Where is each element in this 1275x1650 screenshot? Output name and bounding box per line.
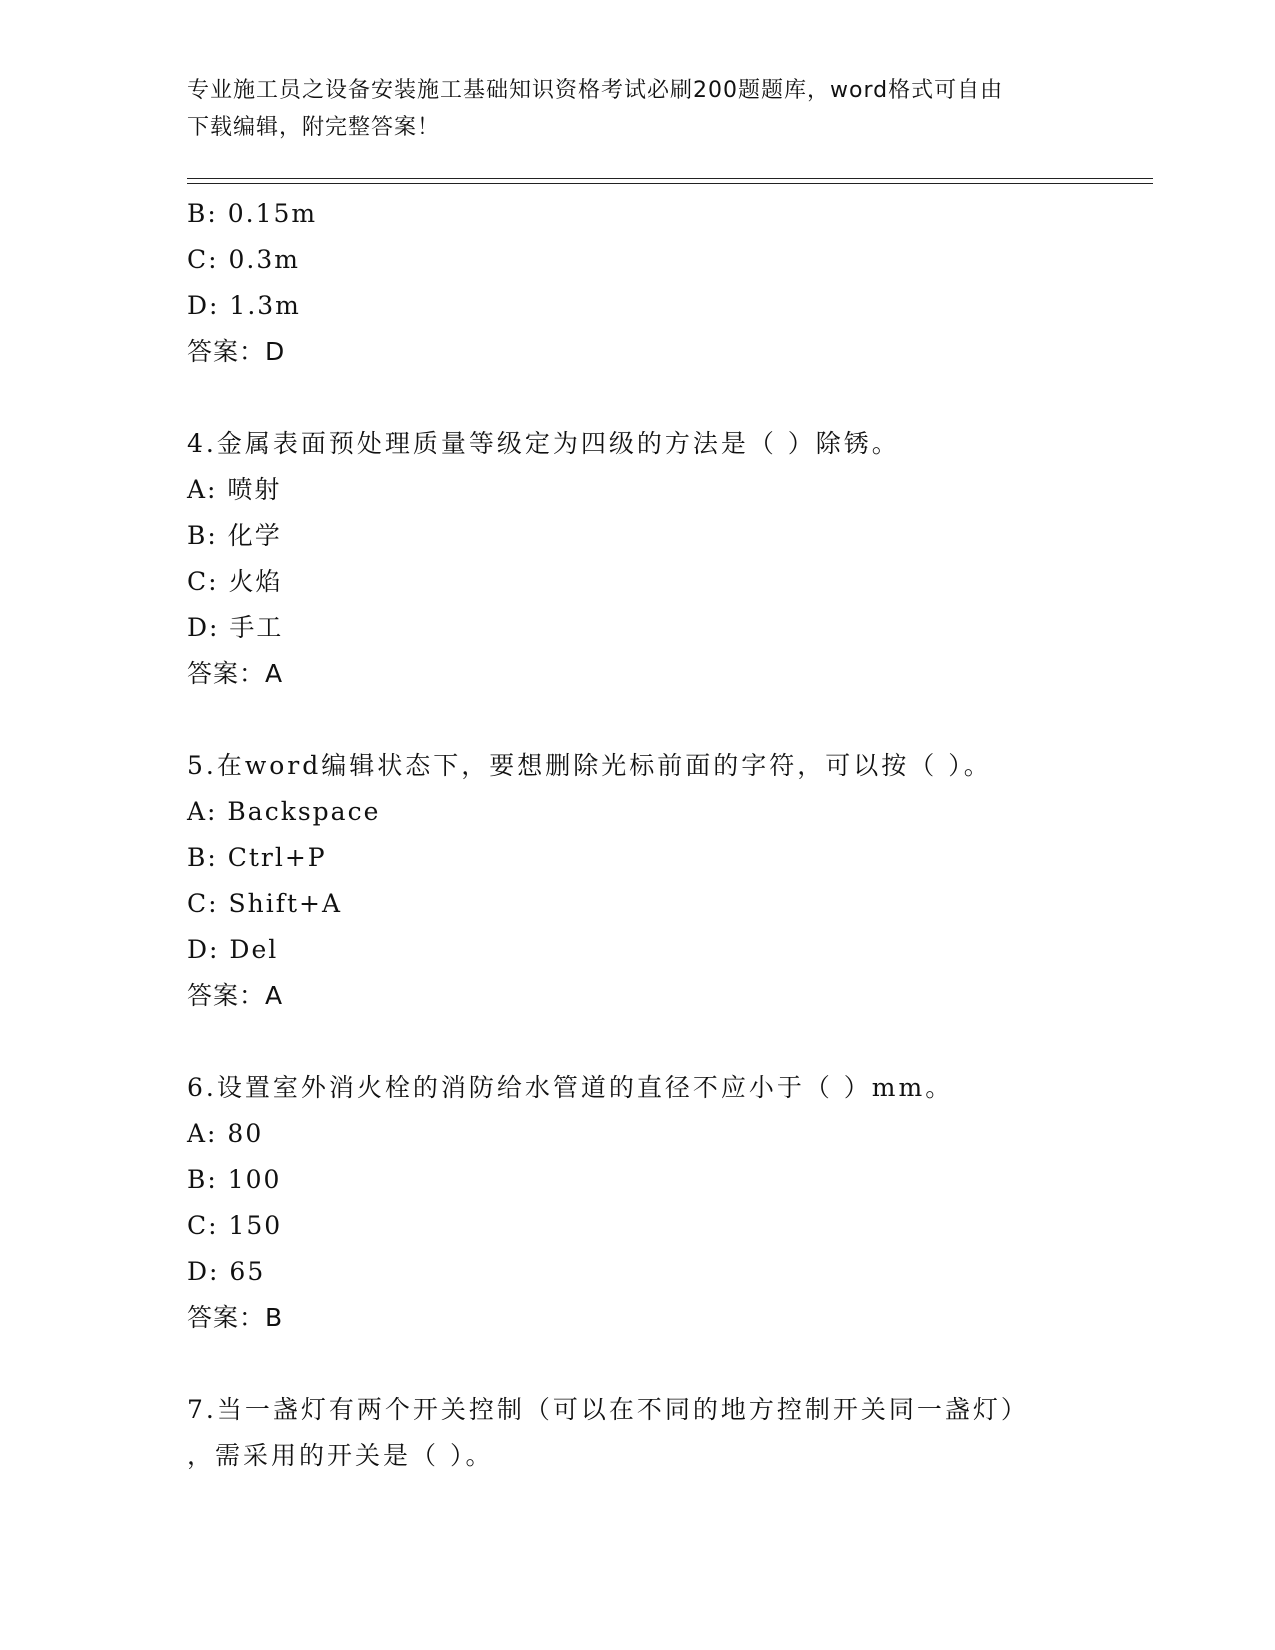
q6-stem: 6.设置室外消火栓的消防给水管道的直径不应小于（ ）mm。 bbox=[187, 1073, 954, 1102]
spacer bbox=[187, 1341, 1153, 1387]
question-5-block bbox=[187, 743, 1153, 1019]
document-header bbox=[187, 72, 1087, 146]
header-title-line-1: 专业施工员之设备安装施工基础知识资格考试必刷200题题库，word格式可自由 bbox=[187, 78, 1004, 103]
q3-option-b: B: 0.15m bbox=[187, 199, 318, 228]
q6-option-d: D: 65 bbox=[187, 1257, 266, 1286]
spacer bbox=[187, 375, 1153, 421]
q5-option-d: D: Del bbox=[187, 935, 279, 964]
q5-stem: 5.在word编辑状态下，要想删除光标前面的字符，可以按（ ）。 bbox=[187, 751, 992, 780]
q3-option-d: D: 1.3m bbox=[187, 291, 301, 320]
q4-option-d: D: 手工 bbox=[187, 613, 284, 642]
question-list bbox=[187, 191, 1153, 1479]
q6-answer: 答案：B bbox=[187, 1303, 284, 1332]
question-4-block bbox=[187, 421, 1153, 697]
q4-option-b: B: 化学 bbox=[187, 521, 282, 550]
q5-option-c: C: Shift+A bbox=[187, 889, 343, 918]
q4-option-a: A: 喷射 bbox=[187, 475, 282, 504]
q5-answer: 答案：A bbox=[187, 981, 284, 1010]
q6-option-b: B: 100 bbox=[187, 1165, 282, 1194]
q6-option-c: C: 150 bbox=[187, 1211, 283, 1240]
q3-answer: 答案：D bbox=[187, 337, 286, 366]
header-title-line-2: 下载编辑，附完整答案！ bbox=[187, 115, 441, 140]
header-divider-top bbox=[187, 178, 1153, 179]
header-divider-bottom bbox=[187, 183, 1153, 184]
q7-stem-line-1: 7.当一盏灯有两个开关控制（可以在不同的地方控制开关同一盏灯） bbox=[187, 1395, 1029, 1424]
q5-option-a: A: Backspace bbox=[187, 797, 381, 826]
q5-option-b: B: Ctrl+P bbox=[187, 843, 327, 872]
question-6-block bbox=[187, 1065, 1153, 1341]
q4-stem: 4.金属表面预处理质量等级定为四级的方法是（ ）除锈。 bbox=[187, 429, 900, 458]
question-7-block bbox=[187, 1387, 1153, 1479]
q3-option-c: C: 0.3m bbox=[187, 245, 300, 274]
q4-answer: 答案：A bbox=[187, 659, 284, 688]
question-3-block bbox=[187, 191, 1153, 375]
spacer bbox=[187, 1019, 1153, 1065]
spacer bbox=[187, 697, 1153, 743]
q6-option-a: A: 80 bbox=[187, 1119, 264, 1148]
q7-stem-line-2: ，需采用的开关是（ ）。 bbox=[187, 1441, 494, 1470]
q4-option-c: C: 火焰 bbox=[187, 567, 283, 596]
